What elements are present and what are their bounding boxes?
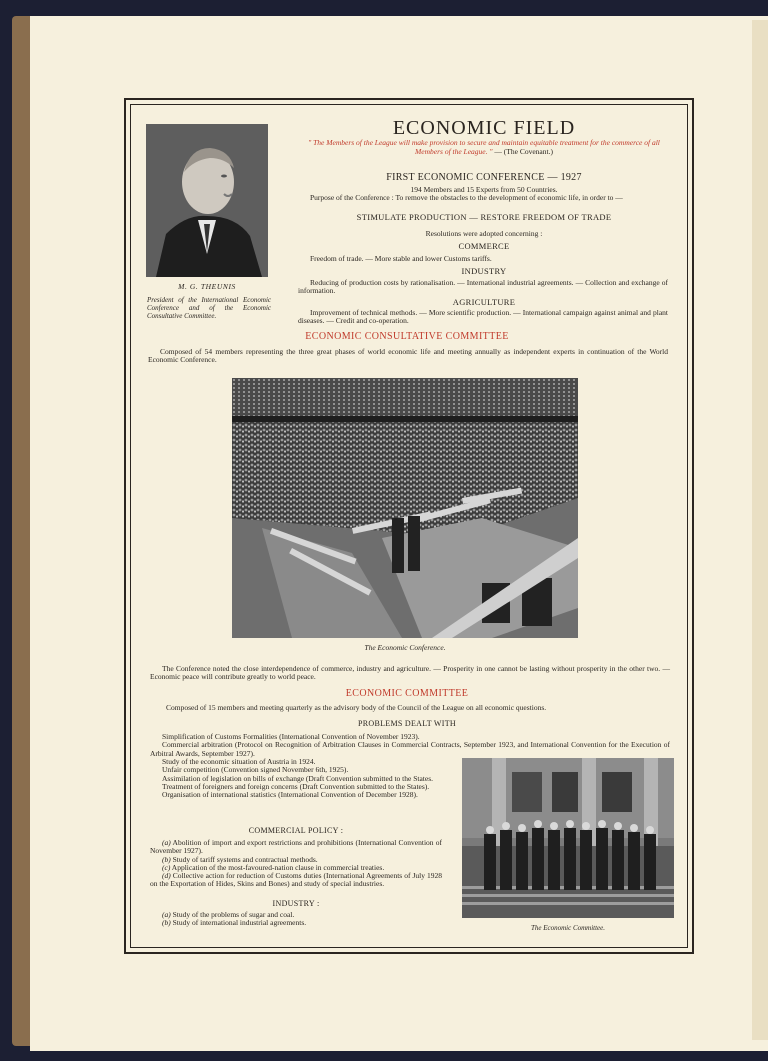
problem-item: Commercial arbitration (Protocol on Recognition of Arbitration Clauses in Commercial Contracts, September 1923, and International Convention for the Execution of Arbitral Awards, September 1927). xyxy=(150,740,670,758)
agriculture-text: Improvement of technical methods. — More scientific production. — International campaign against animal and plant diseases. — Credit and co-operation. xyxy=(298,308,668,326)
industry-heading: INDUSTRY xyxy=(461,266,507,276)
policy-letter: (c) xyxy=(162,862,171,872)
industry-item xyxy=(150,919,442,927)
page-title: ECONOMIC FIELD xyxy=(392,117,576,139)
policy-letter: (b) xyxy=(162,854,171,864)
problem-item: Study of the economic situation of Austria in 1924. xyxy=(162,757,316,766)
commercial-policy-list xyxy=(150,839,442,889)
resolutions-intro: Resolutions were adopted concerning : xyxy=(425,229,543,238)
conference-photo-caption: The Economic Conference. xyxy=(364,643,446,652)
industry-letter: (a) xyxy=(162,910,171,919)
industry-text: Reducing of production costs by rationalisation. — International industrial agreements. — Collection and exchange of information. xyxy=(298,278,668,296)
consultative-heading: ECONOMIC CONSULTATIVE COMMITTEE xyxy=(305,331,509,342)
conclusion-text: The Conference noted the close interdependence of commerce, industry and agriculture. — Prosperity in one cannot be lasting without prosperity in the other two. — Economic peace will contribute greatly to world peace. xyxy=(150,664,670,682)
policy-letter: (d) xyxy=(162,871,171,881)
problems-narrow-list xyxy=(150,758,442,799)
economic-committee-heading: ECONOMIC COMMITTEE xyxy=(345,688,469,699)
policy-text: Application of the most-favoured-nation clause in commercial treaties. xyxy=(171,862,385,872)
policy-item xyxy=(150,839,442,856)
economic-committee-photo xyxy=(462,758,674,918)
conference-slogan: STIMULATE PRODUCTION — RESTORE FREEDOM OF TRADE xyxy=(356,212,612,222)
covenant-quote xyxy=(296,139,672,156)
industry-text: Study of international industrial agreements. xyxy=(172,918,307,928)
quote-source: — (The Covenant.) xyxy=(494,146,553,156)
commercial-policy-heading: COMMERCIAL POLICY : xyxy=(248,826,344,835)
commerce-heading: COMMERCE xyxy=(458,241,510,251)
conference-members: 194 Members and 15 Experts from 50 Countries. xyxy=(410,185,558,194)
economic-conference-photo xyxy=(232,378,578,638)
agriculture-heading: AGRICULTURE xyxy=(452,297,516,307)
problem-item: Assimilation of legislation on bills of exchange (Draft Convention submitted to the States. xyxy=(162,773,433,783)
policy-text: Abolition of import and export restrictions and prohibitions (International Convention of November 1927). xyxy=(150,838,443,856)
portrait-description: President of the International Economic Conference and of the Economic Consultative Committee. xyxy=(147,296,271,320)
problems-wide-list xyxy=(150,733,670,758)
quote-text: " The Members of the League will make provision to secure and maintain equitable treatment for the commerce of all Members of the League. " xyxy=(308,138,660,156)
industry-list-heading: INDUSTRY : xyxy=(272,899,320,908)
portrait-photo xyxy=(146,124,268,277)
industry-list xyxy=(150,911,442,928)
industry-letter: (b) xyxy=(162,918,171,928)
industry-text: Study of the problems of sugar and coal. xyxy=(172,910,295,919)
consultative-text: Composed of 54 members representing the three great phases of world economic life and meeting annually as independent experts in continuation of the World Economic Conference. xyxy=(148,347,668,365)
portrait-name: M. G. THEUNIS xyxy=(178,282,236,291)
problem-item: Treatment of foreigners and foreign concerns (Draft Convention submitted to the States). xyxy=(162,781,430,791)
committee-photo-caption: The Economic Committee. xyxy=(530,924,606,932)
policy-text: Collective action for reduction of Customs duties (International Agreements of July 1928 on the Exportation of Hides, Skins and Bones) and study of special industries. xyxy=(150,871,443,889)
policy-letter: (a) xyxy=(162,838,171,847)
problem-item: Unfair competition (Convention signed November 6th, 1925). xyxy=(162,765,349,775)
problem-item: Simplification of Customs Formalities (International Convention of November 1923). xyxy=(162,732,420,741)
facing-page-edge xyxy=(752,20,768,1040)
economic-committee-text: Composed of 15 members and meeting quarterly as the advisory body of the Council of the League on all economic questions. xyxy=(166,703,547,712)
conference-heading: FIRST ECONOMIC CONFERENCE — 1927 xyxy=(386,172,582,183)
conference-purpose: Purpose of the Conference : To remove the obstacles to the development of economic life, in order to — xyxy=(310,193,623,202)
policy-item xyxy=(150,872,442,889)
commerce-text: Freedom of trade. — More stable and lower Customs tariffs. xyxy=(310,254,492,263)
policy-text: Study of tariff systems and contractual methods. xyxy=(172,854,318,864)
problem-item: Organisation of international statistics (International Convention of December 1928). xyxy=(162,790,418,800)
problems-heading: PROBLEMS DEALT WITH xyxy=(357,719,456,728)
